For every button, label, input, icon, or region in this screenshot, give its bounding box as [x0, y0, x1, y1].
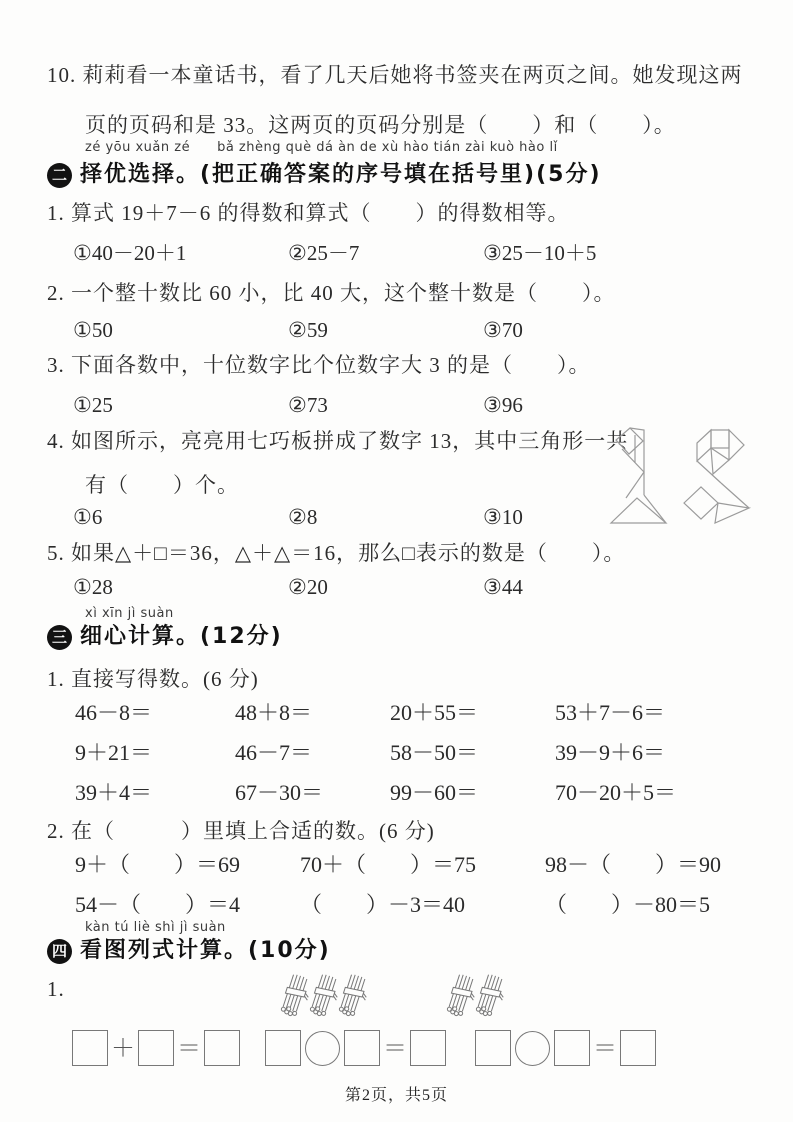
page-footer: 第2页，共5页	[344, 1087, 448, 1104]
fill-row	[47, 852, 748, 878]
fill-cell: 98－（ ）＝90	[545, 852, 722, 877]
option: ③70	[483, 318, 523, 342]
option: ①28	[73, 575, 113, 599]
choice-q4-stem-line1: 4. 如图所示，亮亮用七巧板拼成了数字 13，其中三角形一共	[47, 429, 629, 453]
fill-cell: （ ）－80＝5	[545, 892, 711, 917]
stick-bundle-icon	[475, 972, 504, 1020]
option: ③10	[483, 505, 523, 529]
section-calc-header	[47, 622, 748, 652]
calc-cell: 53＋7－6＝	[555, 700, 666, 725]
choice-q2-stem: 2. 一个整十数比 60 小，比 40 大，这个整十数是（ ）。	[47, 281, 616, 305]
calc-cell: 46－8＝	[75, 700, 153, 725]
choice-q5-options	[47, 574, 748, 600]
choice-q2-options	[47, 317, 748, 343]
answer-box	[475, 1030, 511, 1066]
section-calc-title: 细心计算。(12分)	[80, 624, 283, 649]
choice-q1-options	[47, 240, 748, 266]
section-calc-pinyin: xì xīn jì suàn	[85, 606, 174, 621]
answer-box	[620, 1030, 656, 1066]
calc-cell: 48＋8＝	[235, 700, 313, 725]
answer-box	[138, 1030, 174, 1066]
question-number: 10.	[47, 63, 77, 87]
calc-cell: 70－20＋5＝	[555, 780, 677, 805]
section-choice-title: 择优选择。(把正确答案的序号填在括号里)(5分)	[80, 162, 602, 187]
equation-boxes-row	[47, 1030, 748, 1072]
question-10-line2: 页的页码和是 33。这两页的页码分别是（ ）和（ ）。	[85, 113, 676, 137]
section-picture-header	[47, 936, 748, 966]
equals-sign: ＝	[383, 1034, 407, 1062]
calc-cell: 39－9＋6＝	[555, 740, 666, 765]
calc-cell: 99－60＝	[390, 780, 479, 805]
section-four-badge-icon: 四	[47, 939, 72, 964]
answer-box	[344, 1030, 380, 1066]
fill-cell: 70＋（ ）＝75	[300, 852, 477, 877]
calc-cell: 9＋21＝	[75, 740, 153, 765]
question-10-line1	[47, 62, 748, 88]
stick-bundle-icon	[280, 972, 309, 1020]
option: ③25－10＋5	[483, 241, 597, 265]
answer-box	[265, 1030, 301, 1066]
option: ②59	[288, 318, 328, 342]
stick-bundle-icon	[309, 972, 338, 1020]
stick-bundle-icon	[338, 972, 367, 1020]
choice-q3-options	[47, 392, 748, 418]
choice-q5-stem: 5. 如果△＋□＝36，△＋△＝16，那么□表示的数是（ ）。	[47, 541, 626, 565]
answer-box	[410, 1030, 446, 1066]
calc-row	[47, 740, 748, 766]
calc-row	[47, 700, 748, 726]
fill-cell: （ ）－3＝40	[300, 892, 466, 917]
stick-bundle-group-left	[280, 972, 367, 1020]
stick-bundle-group-right	[446, 972, 504, 1020]
option: ②25－7	[288, 241, 360, 265]
answer-box	[554, 1030, 590, 1066]
fill-row	[47, 892, 748, 918]
equals-sign: ＝	[177, 1034, 201, 1062]
choice-q3-stem: 3. 下面各数中，十位数字比个位数字大 3 的是（ ）。	[47, 353, 591, 377]
calc-cell: 58－50＝	[390, 740, 479, 765]
choice-q4-stem-line2: 有（ ）个。	[85, 473, 239, 497]
stick-bundle-icon	[446, 972, 475, 1020]
choice-q1-stem: 1. 算式 19＋7－6 的得数和算式（ ）的得数相等。	[47, 201, 570, 225]
option: ②20	[288, 575, 328, 599]
fill-cell: 54－（ ）＝4	[75, 892, 241, 917]
calc-row	[47, 780, 748, 806]
equation-group-3	[475, 1030, 656, 1066]
section-choice-pinyin: zé yōu xuǎn zé bǎ zhèng què dá àn de xù hào tián zài kuò hào lǐ	[85, 140, 558, 155]
option: ③44	[483, 575, 523, 599]
option: ②73	[288, 393, 328, 417]
section-picture-title: 看图列式计算。(10分)	[80, 938, 331, 963]
plus-sign: ＋	[111, 1034, 135, 1062]
equation-group-2	[265, 1030, 446, 1066]
calc-cell: 20＋55＝	[390, 700, 479, 725]
option: ①50	[73, 318, 113, 342]
answer-box	[204, 1030, 240, 1066]
question-text: 莉莉看一本童话书，看了几天后她将书签夹在两页之间。她发现这两	[82, 63, 743, 87]
section-two-badge-icon: 二	[47, 163, 72, 188]
equals-sign: ＝	[593, 1034, 617, 1062]
option: ③96	[483, 393, 523, 417]
tangram-13-figure-icon	[603, 422, 761, 530]
option: ①25	[73, 393, 113, 417]
calc-cell: 67－30＝	[235, 780, 324, 805]
calc-part1-label: 1. 直接写得数。(6 分)	[47, 667, 259, 691]
section-three-badge-icon: 三	[47, 625, 72, 650]
option: ②8	[288, 505, 318, 529]
calc-part2-label: 2. 在（ ）里填上合适的数。(6 分)	[47, 819, 435, 843]
option: ①6	[73, 505, 103, 529]
section-picture-pinyin: kàn tú liè shì jì suàn	[85, 920, 226, 935]
section-choice-header	[47, 160, 748, 190]
operator-circle	[305, 1031, 340, 1066]
fill-cell: 9＋（ ）＝69	[75, 852, 241, 877]
calc-cell: 39＋4＝	[75, 780, 153, 805]
equation-group-1	[72, 1030, 240, 1066]
picture-item-number: 1.	[47, 977, 65, 1001]
answer-box	[72, 1030, 108, 1066]
option: ①40－20＋1	[73, 241, 187, 265]
operator-circle	[515, 1031, 550, 1066]
calc-cell: 46－7＝	[235, 740, 313, 765]
